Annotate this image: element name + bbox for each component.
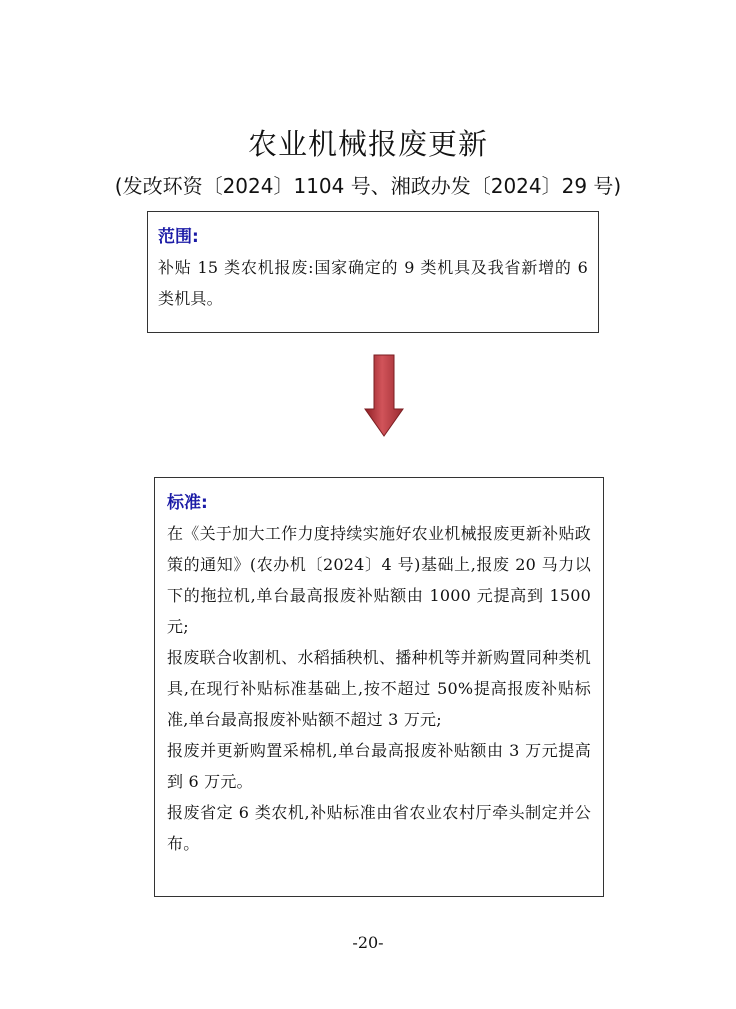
scope-heading: 范围: <box>158 227 199 247</box>
standard-box <box>154 477 604 897</box>
standard-heading: 标准: <box>167 493 208 513</box>
scope-text: 补贴 15 类农机报废:国家确定的 9 类机具及我省新增的 6 类机具。 <box>158 258 588 308</box>
standard-paragraph-provincial: 报废省定 6 类农机,补贴标准由省农业农村厅牵头制定并公布。 <box>167 803 591 853</box>
standard-paragraph-cotton-picker: 报废并更新购置采棉机,单台最高报废补贴额由 3 万元提高到 6 万元。 <box>167 741 591 791</box>
page-title: 农业机械报废更新 <box>247 127 488 161</box>
scope-box <box>147 211 599 333</box>
down-arrow-icon <box>364 354 404 438</box>
page-number: -20- <box>352 933 384 952</box>
standard-paragraph-tractor: 在《关于加大工作力度持续实施好农业机械报废更新补贴政策的通知》(农办机〔2024〕4 号)基础上,报废 20 马力以下的拖拉机,单台最高报废补贴额由 1000 元提高到 1500 元; <box>167 524 591 636</box>
standard-paragraph-harvester: 报废联合收割机、水稻插秧机、播种机等并新购置同种类机具,在现行补贴标准基础上,按不超过 50%提高报废补贴标准,单台最高报废补贴额不超过 3 万元; <box>167 648 591 729</box>
document-reference: (发改环资〔2024〕1104 号、湘政办发〔2024〕29 号) <box>114 174 622 198</box>
